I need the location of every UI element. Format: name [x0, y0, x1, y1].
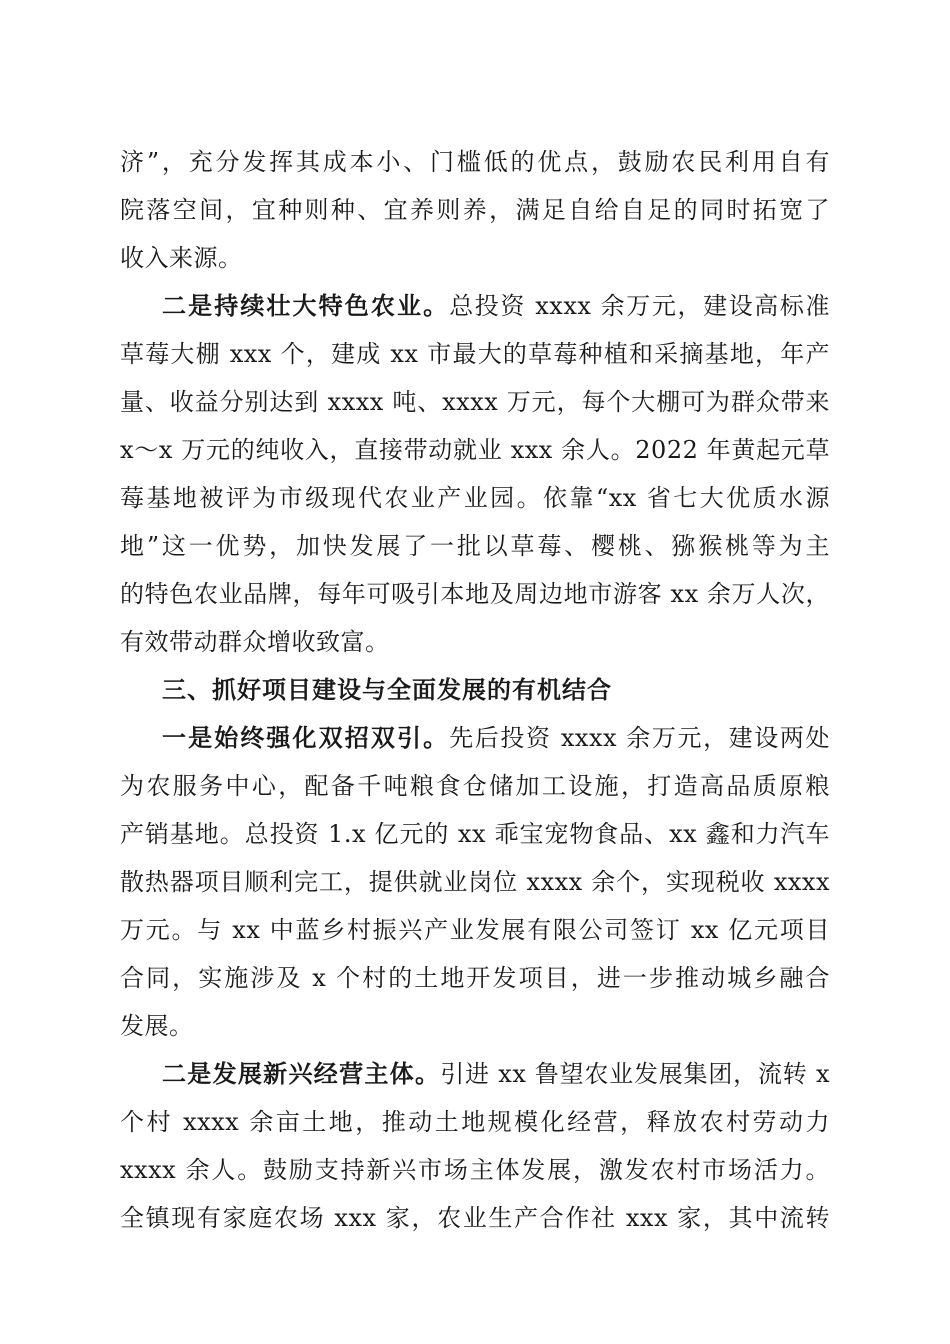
paragraph-3-line-7: 发展。 [120, 1012, 194, 1040]
paragraph-1-line-2: 院落空间，宜种则种、宜养则养，满足自给自足的同时拓宽了 [120, 196, 830, 224]
paragraph-2-lead: 二是持续壮大特色农业。 [162, 292, 450, 320]
paragraph-2-line-3: 量、收益分别达到 xxxx 吨、xxxx 万元，每个大棚可为群众带来 [120, 388, 830, 416]
paragraph-2-line-6: 地”这一优势，加快发展了一批以草莓、樱桃、猕猴桃等为主 [120, 532, 830, 560]
paragraph-2-line-1-text: 总投资 xxxx 余万元，建设高标准 [449, 292, 831, 320]
paragraph-3-line-5: 万元。与 xx 中蓝乡村振兴产业发展有限公司签订 xx 亿元项目 [120, 916, 830, 944]
section-heading-3: 三、抓好项目建设与全面发展的有机结合 [162, 676, 612, 704]
paragraph-1-line-3: 收入来源。 [120, 244, 243, 272]
paragraph-3-line-6: 合同，实施涉及 x 个村的土地开发项目，进一步推动城乡融合 [120, 964, 830, 992]
paragraph-3-line-4: 散热器项目顺利完工，提供就业岗位 xxxx 余个，实现税收 xxxx [120, 868, 830, 896]
paragraph-3-line-1-text: 先后投资 xxxx 余万元，建设两处 [449, 724, 831, 752]
paragraph-2-line-1 [162, 286, 830, 326]
paragraph-4-lead: 二是发展新兴经营主体。 [162, 1060, 441, 1088]
paragraph-2-line-2: 草莓大棚 xxx 个，建成 xx 市最大的草莓种植和采摘基地，年产 [120, 340, 830, 368]
paragraph-4-line-1 [162, 1054, 830, 1094]
paragraph-1-line-1: 济”，充分发挥其成本小、门槛低的优点，鼓励农民利用自有 [120, 148, 830, 176]
paragraph-3-lead: 一是始终强化双招双引。 [162, 724, 450, 752]
paragraph-4-line-3: xxxx 余人。鼓励支持新兴市场主体发展，激发农村市场活力。 [120, 1156, 830, 1184]
paragraph-3-line-2: 为农服务中心，配备千吨粮食仓储加工设施，打造高品质原粮 [120, 772, 830, 800]
paragraph-4-line-4: 全镇现有家庭农场 xxx 家，农业生产合作社 xxx 家，其中流转 [120, 1204, 830, 1232]
paragraph-4-line-2: 个村 xxxx 余亩土地，推动土地规模化经营，释放农村劳动力 [120, 1108, 830, 1136]
paragraph-2-line-7: 的特色农业品牌，每年可吸引本地及周边地市游客 xx 余万人次， [120, 580, 830, 608]
paragraph-3-line-1 [162, 718, 830, 758]
paragraph-2-line-8: 有效带动群众增收致富。 [120, 628, 390, 656]
paragraph-2-line-4: x～x 万元的纯收入，直接带动就业 xxx 余人。2022 年黄起元草 [120, 436, 830, 464]
paragraph-2-line-5: 莓基地被评为市级现代农业产业园。依靠“xx 省七大优质水源 [120, 484, 830, 512]
paragraph-3-line-3: 产销基地。总投资 1.x 亿元的 xx 乖宝宠物食品、xx 鑫和力汽车 [120, 820, 830, 848]
paragraph-4-line-1-text: 引进 xx 鲁望农业发展集团，流转 x [440, 1060, 830, 1088]
